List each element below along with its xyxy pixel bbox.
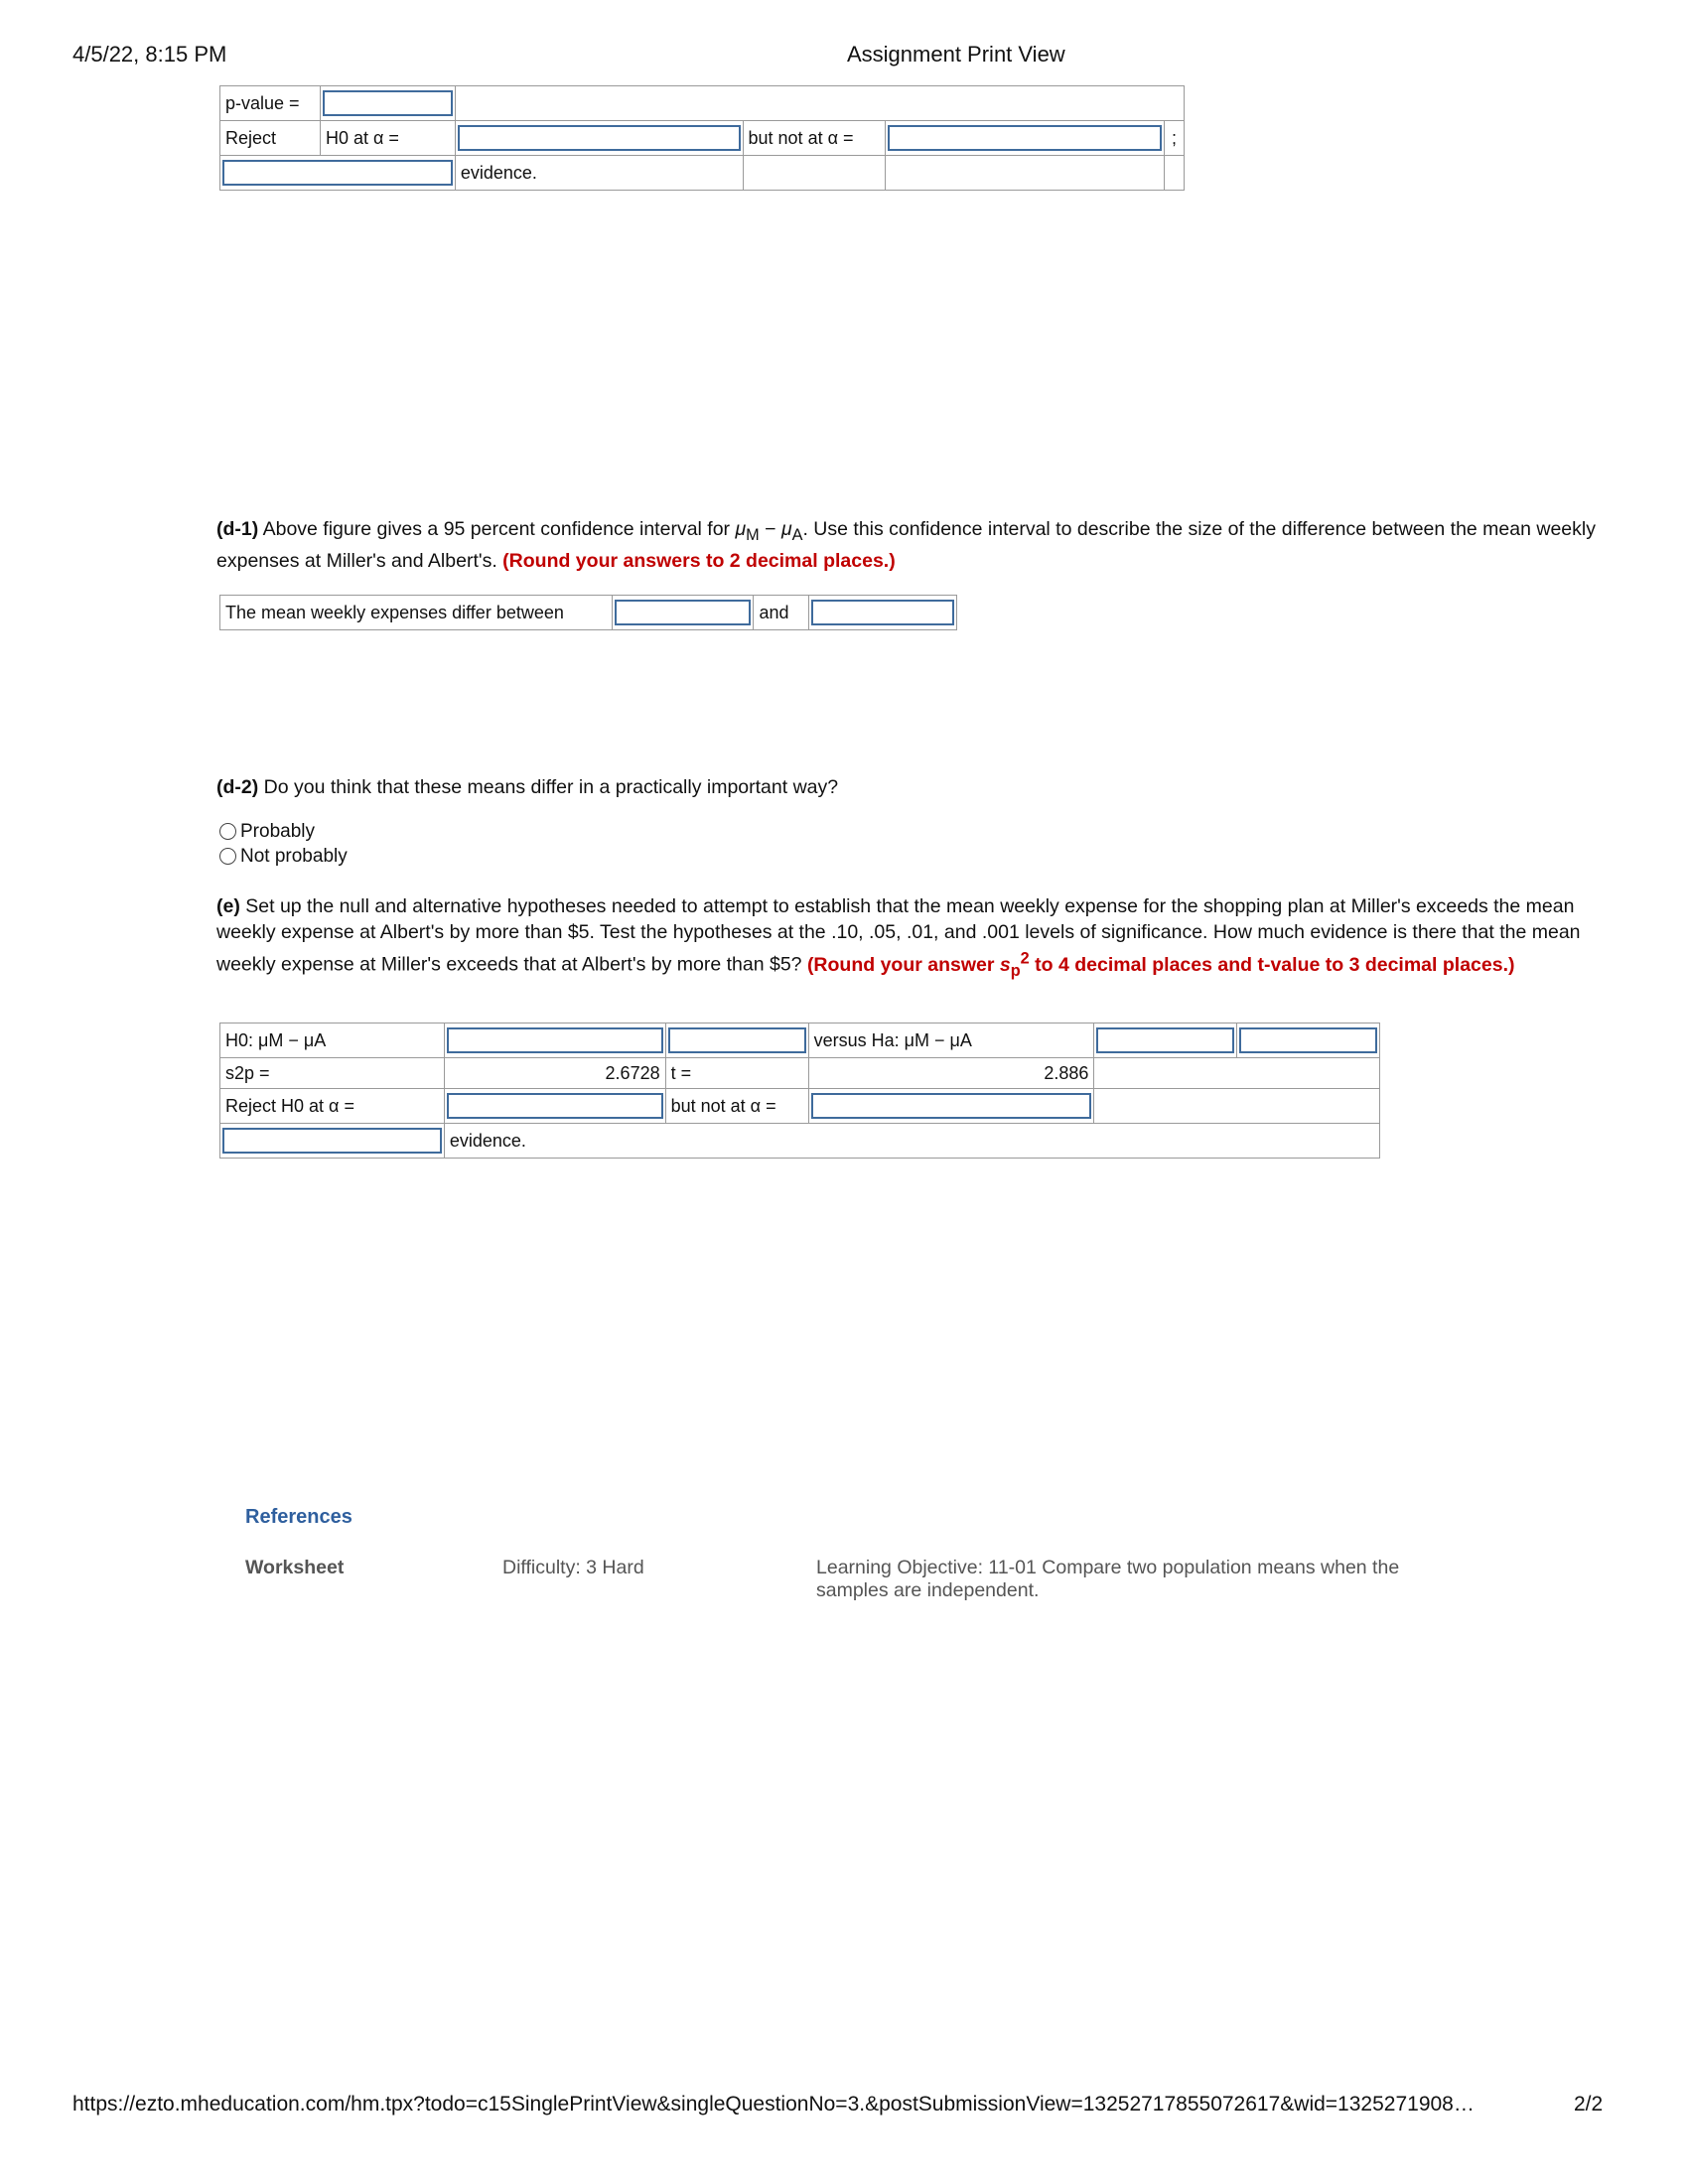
e-evidence-label: evidence. <box>444 1124 1379 1159</box>
page-number: 2/2 <box>1574 2093 1604 2116</box>
reject-label: Reject <box>220 121 321 156</box>
radio-button[interactable] <box>219 848 236 865</box>
radio-option-not-probably[interactable]: Not probably <box>219 844 348 869</box>
s2p-value: 2.6728 <box>444 1058 665 1089</box>
h0-alpha-label: H0 at α = <box>320 121 455 156</box>
evidence-level-input[interactable] <box>222 160 453 186</box>
reject-alpha-input[interactable] <box>458 125 741 151</box>
h0-relation-input[interactable] <box>447 1027 663 1053</box>
d2-radio-group <box>219 819 348 869</box>
ci-upper-input[interactable] <box>811 600 954 625</box>
h0-value-input[interactable] <box>668 1027 806 1053</box>
semicolon: ; <box>1164 121 1184 156</box>
radio-option-probably[interactable]: Probably <box>219 819 348 844</box>
and-label: and <box>754 596 809 630</box>
page-title: Assignment Print View <box>847 42 1065 67</box>
difficulty: Difficulty: 3 Hard <box>502 1557 644 1578</box>
learning-objective: Learning Objective: 11-01 Compare two population means when the samples are independent. <box>816 1557 1400 1601</box>
pvalue-input[interactable] <box>323 90 453 116</box>
s2p-label: s2p = <box>220 1058 445 1089</box>
e-instruction: (Round your answer $s_p^2$ to 4 decimal places and t-value to 3 decimal places.) <box>806 949 1515 980</box>
d1-label: (d-1) <box>216 518 259 540</box>
ci-row-label: The mean weekly expenses differ between <box>220 596 613 630</box>
footer-url: https://ezto.mheducation.com/hm.tpx?todo=c15SinglePrintView&singleQuestionNo=3.&postSubmissionView=13252717855072617&wid=1325271908… <box>72 2093 1475 2116</box>
e-reject-alpha-input[interactable] <box>447 1093 663 1119</box>
ha-value-input[interactable] <box>1239 1027 1377 1053</box>
t-label: t = <box>665 1058 808 1089</box>
d1-instruction: (Round your answers to 2 decimal places.) <box>502 549 896 572</box>
radio-button[interactable] <box>219 823 236 840</box>
question-d2: (d-2) Do you think that these means differ in a practically important way? <box>216 776 839 798</box>
d2-label: (d-2) <box>216 776 259 798</box>
not-reject-alpha-input[interactable] <box>888 125 1162 151</box>
question-d1: (d-1) Above figure gives a 95 percent confidence interval for $\mu_M - \mu_A$. Use this confidence interval to describe the size of the difference between the mean weekly expenses at Miller's and Albert's. (Round your answers to 2 decimal places.) <box>216 518 1596 572</box>
e-evidence-level-input[interactable] <box>222 1128 442 1154</box>
e-not-reject-alpha-input[interactable] <box>811 1093 1092 1119</box>
ci-lower-input[interactable] <box>615 600 752 625</box>
print-datetime: 4/5/22, 8:15 PM <box>72 42 227 67</box>
evidence-label: evidence. <box>455 156 743 191</box>
pvalue-label: p-value = <box>220 86 321 121</box>
t-value: 2.886 <box>808 1058 1094 1089</box>
confidence-interval-table <box>219 595 957 630</box>
hypothesis-test-table-e <box>219 1023 1380 1159</box>
worksheet-label: Worksheet <box>245 1557 345 1578</box>
e-but-not-alpha-label: but not at α = <box>665 1089 808 1124</box>
question-e: (e) Set up the null and alternative hypotheses needed to attempt to establish that the mean weekly expense for the shopping plan at Miller's exceeds the mean weekly expense at Albert's by more than $5. Test the hypotheses at the .10, .05, .01, and .001 levels of significance. How much evidence is there that the mean weekly expense at Miller's exceeds that at Albert's by more than $5? (Round your answer $s_p^2$ to 4 decimal places and t-value to 3 decimal places.) <box>216 895 1581 980</box>
h0-label: H0: μM − μA <box>220 1024 445 1058</box>
hypothesis-test-table-top <box>219 85 1185 191</box>
but-not-alpha-label: but not at α = <box>743 121 886 156</box>
references-link[interactable]: References <box>245 1506 352 1528</box>
reject-h0-label: Reject H0 at α = <box>220 1089 445 1124</box>
e-label: (e) <box>216 895 240 917</box>
versus-ha-label: versus Ha: μM − μA <box>808 1024 1094 1058</box>
ha-relation-input[interactable] <box>1096 1027 1234 1053</box>
